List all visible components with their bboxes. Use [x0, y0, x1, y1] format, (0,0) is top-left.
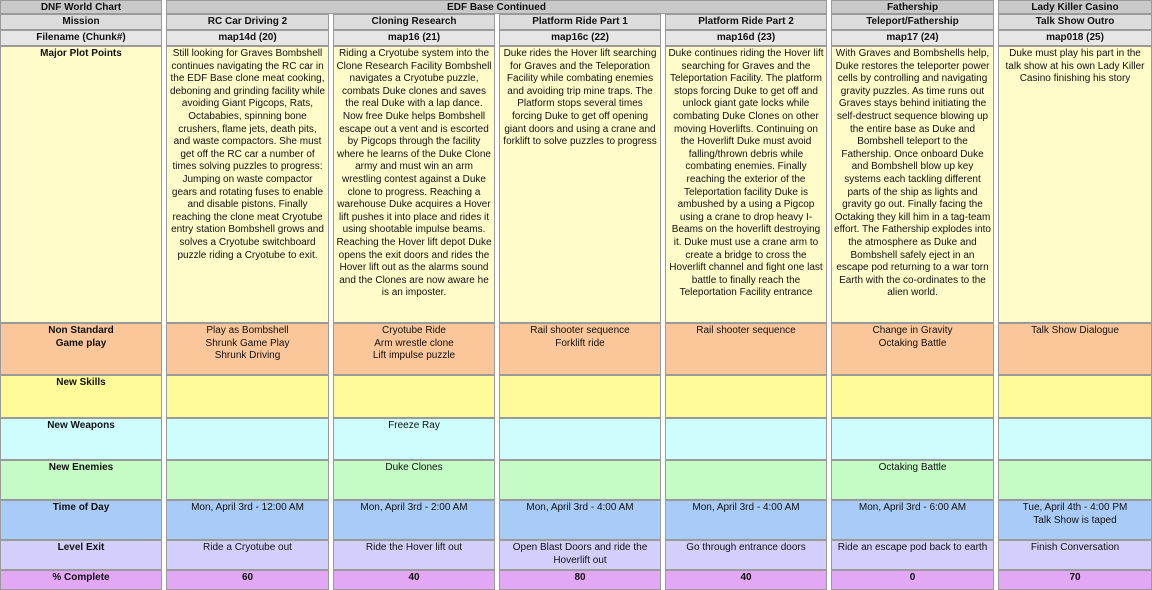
cell-plot-2[interactable]: Riding a Cryotube system into the Clone Research Facility Bombshell navigates a Cryotube puzzle, combats Duke clones and saves the real Duke with a lap dance. Now free Duke helps Bombshell escape out a vent and is escorted by Pigcops through the facility where he learns of the Duke Clone army and must win an arm wrestling contest against a Duke clone to progress. Reaching a warehouse Duke acquires a Hover lift pushes it into place and rides it using shootable impulse beams. Reaching the Hover lift depot Duke opens the exit doors and rides the Hover lift out as the alarms sound and the Clones are now aware he is an imposter. — [333, 46, 495, 323]
cell-exit-4[interactable]: Go through entrance doors — [665, 540, 827, 570]
cell-complete-2[interactable]: 40 — [333, 570, 495, 590]
cell-exit-6[interactable]: Finish Conversation — [998, 540, 1152, 570]
cell-nonstd-1[interactable]: Play as Bombshell Shrunk Game Play Shrunk Driving — [166, 323, 329, 375]
cell-nonstd-4[interactable]: Rail shooter sequence — [665, 323, 827, 375]
cell-filename-1[interactable]: map14d (20) — [166, 30, 329, 46]
cell-complete-6[interactable]: 70 — [998, 570, 1152, 590]
cell-enemies-5[interactable]: Octaking Battle — [831, 460, 994, 500]
cell-exit-3[interactable]: Open Blast Doors and ride the Hoverlift out — [499, 540, 661, 570]
cell-filename-6[interactable]: map018 (25) — [998, 30, 1152, 46]
row-label-weapons[interactable]: New Weapons — [0, 418, 162, 460]
group-header-fathership[interactable]: Fathership — [831, 0, 994, 14]
cell-weapons-3[interactable] — [499, 418, 661, 460]
cell-enemies-3[interactable] — [499, 460, 661, 500]
cell-time-1[interactable]: Mon, April 3rd - 12:00 AM — [166, 500, 329, 540]
cell-time-4[interactable]: Mon, April 3rd - 4:00 AM — [665, 500, 827, 540]
cell-plot-3[interactable]: Duke rides the Hover lift searching for Graves and the Teleporation Facility while combating enemies and avoiding trip mine traps. The Platform stops several times forcing Duke to get off opening giant doors and using a crane and forklift to solve puzzles to progress — [499, 46, 661, 323]
cell-mission-5[interactable]: Teleport/Fathership — [831, 14, 994, 30]
cell-plot-6[interactable]: Duke must play his part in the talk show at his own Lady Killer Casino finishing his story — [998, 46, 1152, 323]
cell-plot-4[interactable]: Duke continues riding the Hover lift searching for Graves and the Teleportation Facility. The platform stops forcing Duke to get off and unlock giant gate locks while combating Duke Clones on other moving Hoverlifts. Continuing on the Hoverlift Duke must avoid falling/thrown debris while combating enemies. Finally reaching the exterior of the Teleportation facility Duke is ambushed by a using a Pigcop using a crane to drop heavy I-Beams on the hoverlift destroying it. Duke must use a crane arm to create a bridge to cross the Hoverlift channel and fight one last battle to finally reach the Teleportation Facility entrance — [665, 46, 827, 323]
row-label-exit[interactable]: Level Exit — [0, 540, 162, 570]
cell-skills-2[interactable] — [333, 375, 495, 418]
cell-nonstd-3[interactable]: Rail shooter sequence Forklift ride — [499, 323, 661, 375]
cell-weapons-1[interactable] — [166, 418, 329, 460]
cell-enemies-4[interactable] — [665, 460, 827, 500]
cell-mission-4[interactable]: Platform Ride Part 2 — [665, 14, 827, 30]
cell-exit-1[interactable]: Ride a Cryotube out — [166, 540, 329, 570]
cell-filename-5[interactable]: map17 (24) — [831, 30, 994, 46]
cell-mission-1[interactable]: RC Car Driving 2 — [166, 14, 329, 30]
cell-complete-4[interactable]: 40 — [665, 570, 827, 590]
cell-time-6[interactable]: Tue, April 4th - 4:00 PM Talk Show is taped — [998, 500, 1152, 540]
chart-title-cell[interactable]: DNF World Chart — [0, 0, 162, 14]
cell-skills-3[interactable] — [499, 375, 661, 418]
cell-time-3[interactable]: Mon, April 3rd - 4:00 AM — [499, 500, 661, 540]
cell-mission-2[interactable]: Cloning Research — [333, 14, 495, 30]
cell-exit-2[interactable]: Ride the Hover lift out — [333, 540, 495, 570]
row-label-skills[interactable]: New Skills — [0, 375, 162, 418]
row-label-time[interactable]: Time of Day — [0, 500, 162, 540]
cell-enemies-1[interactable] — [166, 460, 329, 500]
cell-time-5[interactable]: Mon, April 3rd - 6:00 AM — [831, 500, 994, 540]
cell-weapons-5[interactable] — [831, 418, 994, 460]
cell-nonstd-5[interactable]: Change in Gravity Octaking Battle — [831, 323, 994, 375]
row-label-nonstd[interactable]: Non Standard Game play — [0, 323, 162, 375]
row-label-mission[interactable]: Mission — [0, 14, 162, 30]
row-label-complete[interactable]: % Complete — [0, 570, 162, 590]
row-label-plot[interactable]: Major Plot Points — [0, 46, 162, 323]
cell-skills-1[interactable] — [166, 375, 329, 418]
row-label-filename[interactable]: Filename (Chunk#) — [0, 30, 162, 46]
cell-weapons-2[interactable]: Freeze Ray — [333, 418, 495, 460]
cell-enemies-2[interactable]: Duke Clones — [333, 460, 495, 500]
cell-plot-5[interactable]: With Graves and Bombshells help, Duke restores the teleporter power cells by controlling and navigating gravity puzzles. As time runs out Graves stays behind initiating the self-destruct sequence blowing up the entire base as Duke and Bombshell teleport to the Fathership. Once onboard Duke and Bombshell blow up key systems each tackling different parts of the ship as lights and gravity go out. Finally facing the Octaking they kill him in a tag-team effort. The Fathership explodes into the atmosphere as Duke and Bombshell safely eject in an escape pod returning to a war torn Earth with the co-ordinates to the alien world. — [831, 46, 994, 323]
group-header-edf-base[interactable]: EDF Base Continued — [166, 0, 827, 14]
cell-weapons-4[interactable] — [665, 418, 827, 460]
cell-skills-6[interactable] — [998, 375, 1152, 418]
cell-time-2[interactable]: Mon, April 3rd - 2:00 AM — [333, 500, 495, 540]
cell-mission-3[interactable]: Platform Ride Part 1 — [499, 14, 661, 30]
cell-complete-1[interactable]: 60 — [166, 570, 329, 590]
group-header-lady-killer-casino[interactable]: Lady Killer Casino — [998, 0, 1152, 14]
cell-filename-4[interactable]: map16d (23) — [665, 30, 827, 46]
cell-enemies-6[interactable] — [998, 460, 1152, 500]
cell-exit-5[interactable]: Ride an escape pod back to earth — [831, 540, 994, 570]
cell-weapons-6[interactable] — [998, 418, 1152, 460]
cell-filename-3[interactable]: map16c (22) — [499, 30, 661, 46]
cell-mission-6[interactable]: Talk Show Outro — [998, 14, 1152, 30]
cell-plot-1[interactable]: Still looking for Graves Bombshell continues navigating the RC car in the EDF Base clone meat cooking, deboning and grinding facility while avoiding Giant Pigcops, Rats, Octababies, spinning bone crushers, flame jets, death pits, and waste compactors. She must get off the RC car a number of times solving puzzles to progress: Jumping on waste compactor gears and rotating fuses to enable and disable pistons. Finally reaching the clone meat Cryotube entry station Bombshell grows and solves a Cryotube switchboard puzzle riding a Cryotube to exit. — [166, 46, 329, 323]
cell-skills-4[interactable] — [665, 375, 827, 418]
cell-nonstd-2[interactable]: Cryotube Ride Arm wrestle clone Lift impulse puzzle — [333, 323, 495, 375]
cell-nonstd-6[interactable]: Talk Show Dialogue — [998, 323, 1152, 375]
cell-filename-2[interactable]: map16 (21) — [333, 30, 495, 46]
cell-complete-3[interactable]: 80 — [499, 570, 661, 590]
cell-complete-5[interactable]: 0 — [831, 570, 994, 590]
row-label-enemies[interactable]: New Enemies — [0, 460, 162, 500]
cell-skills-5[interactable] — [831, 375, 994, 418]
